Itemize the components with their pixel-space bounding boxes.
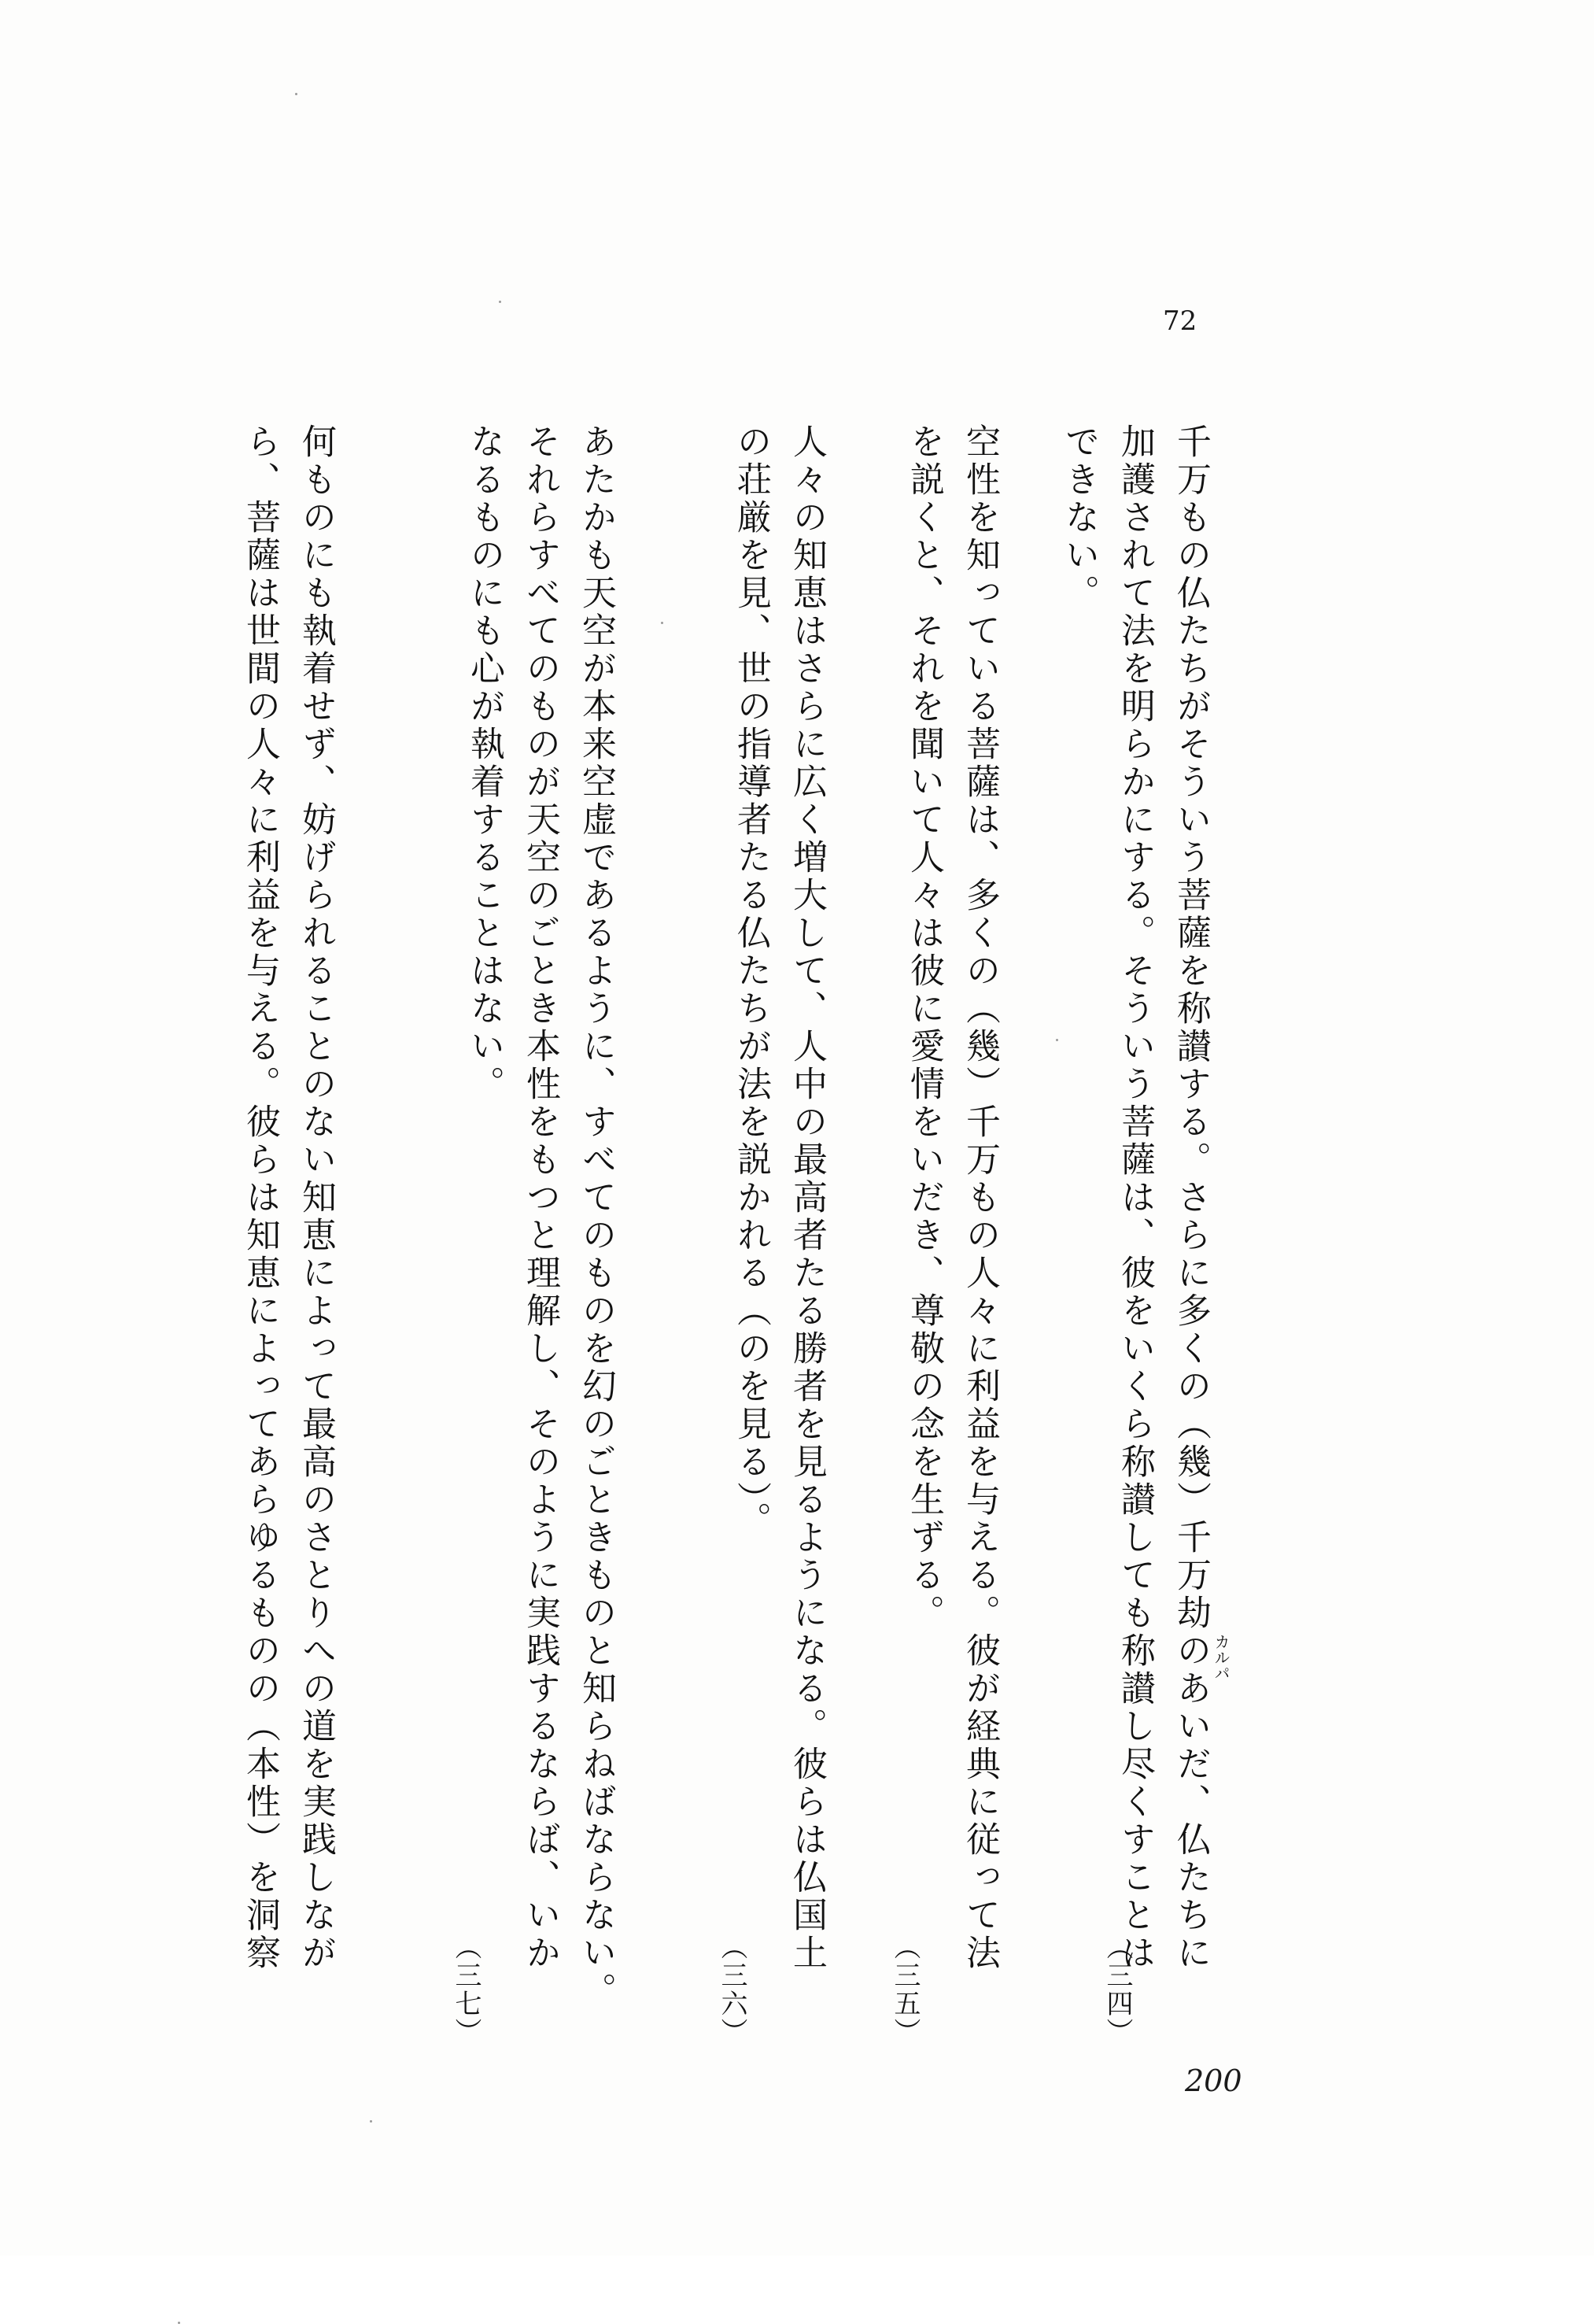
text-column-12: ら、菩薩は世間の人々に利益を与える。彼らは知恵によってあらゆるものの（本性）を洞察 — [240, 423, 280, 1972]
scan-speck — [295, 93, 297, 95]
text-column-1: 千万もの仏たちがそういう菩薩を称讃する。さらに多くの（幾）千万劫のあいだ、仏たちに — [1171, 423, 1211, 1972]
scan-speck — [1056, 1039, 1058, 1041]
text-column-8: あたかも天空が本来空虚であるように、すべてのものを幻のごときものと知らねばならない。 — [576, 423, 616, 2010]
text-column-7: の荘厳を見、世の指導者たる仏たちが法を説かれる（のを見る）。 — [731, 423, 771, 1539]
text-column-9: それらすべてのものが天空のごとき本性をもつと理解し、そのように実践するならば、いか — [520, 423, 560, 1972]
text-column-6: 人々の知恵はさらに広く増大して、人中の最高者たる勝者を見るようになる。彼らは仏国土 — [787, 423, 827, 1972]
text-column-5: を説くと、それを聞いて人々は彼に愛情をいだき、尊敬の念を生ずる。 — [904, 423, 944, 1632]
verse-number-37: （三七） — [450, 1933, 482, 2046]
text-column-2: 加護されて法を明らかにする。そういう菩薩は、彼をいくら称讃しても称讃し尽くすことは — [1115, 423, 1155, 1972]
scan-speck — [370, 2120, 372, 2123]
page-number-top: 72 — [1163, 305, 1197, 337]
verse-number-36: （三六） — [716, 1933, 747, 2046]
text-column-4: 空性を知っている菩薩は、多くの（幾）千万もの人々に利益を与える。彼が経典に従って法 — [960, 423, 1000, 1972]
page-number-bottom: 200 — [1185, 2064, 1242, 2098]
text-column-3: できない。 — [1059, 423, 1099, 612]
verse-number-34: （三四） — [1101, 1933, 1133, 2046]
verse-number-35: （三五） — [889, 1933, 921, 2046]
scan-speck — [499, 301, 501, 303]
text-column-10: なるものにも心が執着することはない。 — [464, 423, 504, 1103]
text-column-11: 何ものにも執着せず、妨げられることのない知恵によって最高のさとりへの道を実践しなが — [296, 423, 336, 1972]
scan-speck — [661, 622, 663, 624]
ruby-kalpa: カルパ — [1212, 1634, 1231, 1681]
